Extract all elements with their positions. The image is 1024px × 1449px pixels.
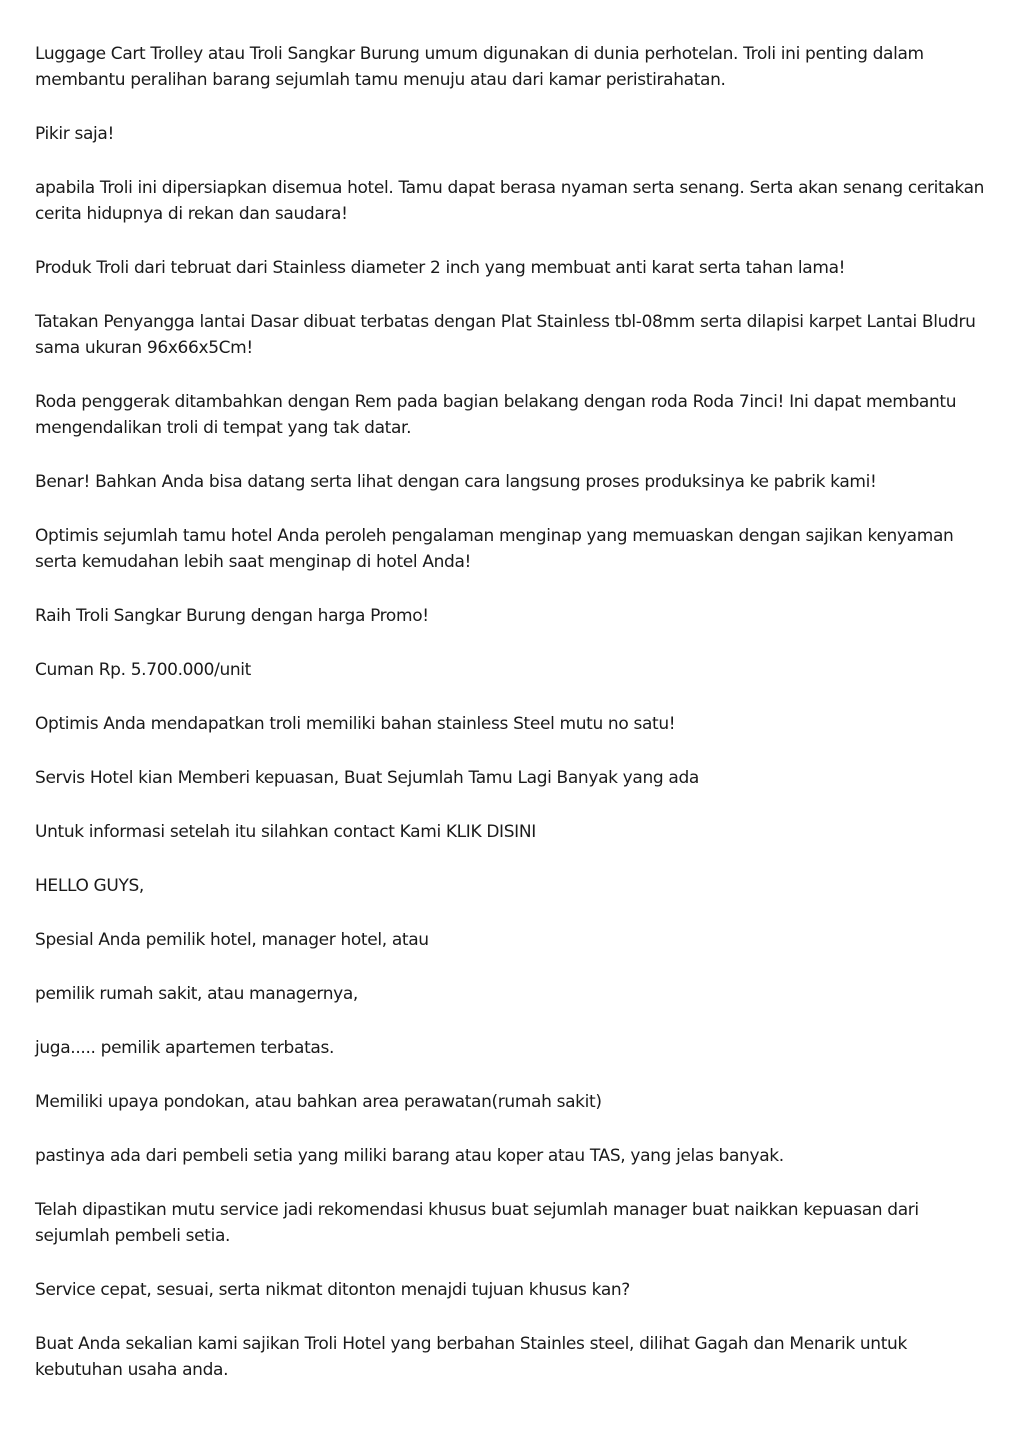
paragraph-spesial: Spesial Anda pemilik hotel, manager hotel, atau	[35, 930, 429, 950]
paragraph-price: Cuman Rp. 5.700.000/unit	[35, 660, 251, 680]
paragraph-optimis-bahan: Optimis Anda mendapatkan troli memiliki bahan stainless Steel mutu no satu!	[35, 714, 676, 734]
paragraph-pondokan: Memiliki upaya pondokan, atau bahkan area perawatan(rumah sakit)	[35, 1092, 602, 1112]
paragraph-pembeli: pastinya ada dari pembeli setia yang miliki barang atau koper atau TAS, yang jelas banyak.	[35, 1146, 784, 1166]
paragraph-hello: HELLO GUYS,	[35, 876, 144, 896]
paragraph-optimis-tamu: Optimis sejumlah tamu hotel Anda peroleh pengalaman menginap yang memuaskan dengan sajikan kenyaman serta kemudahan lebih saat menginap di hotel Anda!	[35, 526, 954, 572]
paragraph-closing: Buat Anda sekalian kami sajikan Troli Hotel yang berbahan Stainles steel, dilihat Gagah dan Menarik untuk kebutuhan usaha anda.	[35, 1334, 907, 1380]
paragraph-raih-promo: Raih Troli Sangkar Burung dengan harga Promo!	[35, 606, 429, 626]
paragraph-contact: Untuk informasi setelah itu silahkan contact Kami KLIK DISINI	[35, 822, 536, 842]
paragraph-servis: Servis Hotel kian Memberi kepuasan, Buat Sejumlah Tamu Lagi Banyak yang ada	[35, 768, 699, 788]
paragraph-intro: Luggage Cart Trolley atau Troli Sangkar Burung umum digunakan di dunia perhotelan. Troli ini penting dalam membantu peralihan barang sejumlah tamu menuju atau dari kamar peristirahatan.	[35, 44, 924, 90]
paragraph-mutu-service: Telah dipastikan mutu service jadi rekomendasi khusus buat sejumlah manager buat naikkan kepuasan dari sejumlah pembeli setia.	[35, 1200, 919, 1246]
document-body	[35, 41, 990, 1411]
paragraph-benar: Benar! Bahkan Anda bisa datang serta lihat dengan cara langsung proses produksinya ke pabrik kami!	[35, 472, 877, 492]
paragraph-apabila: apabila Troli ini dipersiapkan disemua hotel. Tamu dapat berasa nyaman serta senang. Serta akan senang ceritakan cerita hidupnya di rekan dan saudara!	[35, 178, 985, 224]
paragraph-apartemen: juga..... pemilik apartemen terbatas.	[35, 1038, 335, 1058]
paragraph-tatakan: Tatakan Penyangga lantai Dasar dibuat terbatas dengan Plat Stainless tbl-08mm serta dilapisi karpet Lantai Bludru sama ukuran 96x66x5Cm!	[35, 312, 976, 358]
paragraph-rumah-sakit: pemilik rumah sakit, atau managernya,	[35, 984, 358, 1004]
paragraph-produk: Produk Troli dari tebruat dari Stainless diameter 2 inch yang membuat anti karat serta tahan lama!	[35, 258, 846, 278]
paragraph-roda: Roda penggerak ditambahkan dengan Rem pada bagian belakang dengan roda Roda 7inci! Ini dapat membantu mengendalikan troli di tempat yang tak datar.	[35, 392, 957, 438]
paragraph-service-cepat: Service cepat, sesuai, serta nikmat ditonton menajdi tujuan khusus kan?	[35, 1280, 630, 1300]
paragraph-pikir-saja: Pikir saja!	[35, 124, 114, 144]
